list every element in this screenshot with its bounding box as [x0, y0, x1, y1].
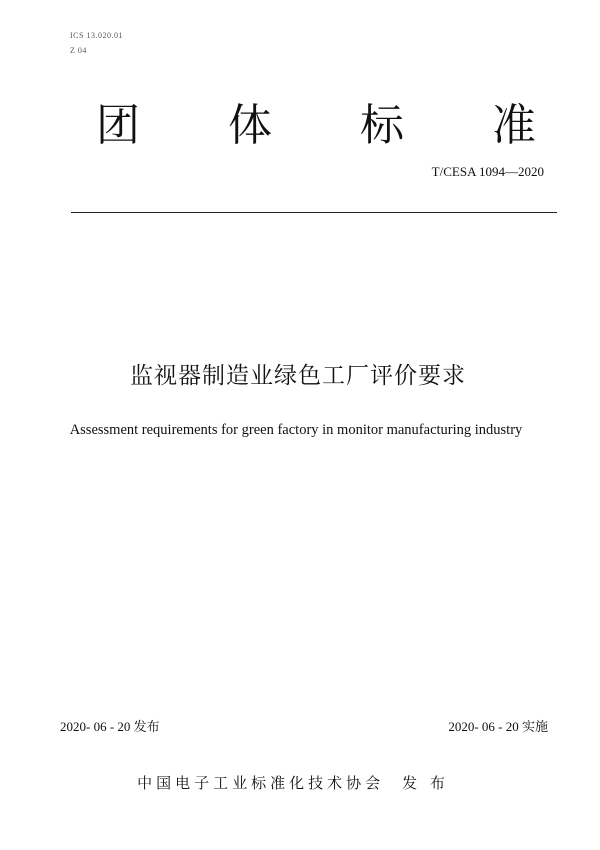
- doc-type-char-4: 准: [492, 100, 536, 151]
- ccs-code: Z 04: [70, 46, 87, 55]
- document-type-heading: [96, 98, 536, 154]
- ics-code: ICS 13.020.01: [70, 31, 123, 40]
- title-english: Assessment requirements for green factory in monitor manufacturing industry: [69, 422, 523, 438]
- doc-type-char-1: 团: [96, 100, 140, 151]
- header-divider: [71, 212, 557, 213]
- standard-number: T/CESA 1094—2020: [431, 164, 544, 179]
- publish-date: 2020- 06 - 20 发布: [60, 719, 160, 734]
- title-chinese: 监视器制造业绿色工厂评价要求: [130, 363, 466, 389]
- issuing-organization: 中国电子工业标准化技术协会: [137, 774, 385, 792]
- implement-date: 2020- 06 - 20 实施: [448, 719, 548, 734]
- footer-issuer-line: [0, 772, 600, 793]
- issue-label: 发 布: [402, 774, 449, 792]
- doc-type-char-2: 体: [228, 100, 272, 151]
- doc-type-char-3: 标: [360, 100, 404, 151]
